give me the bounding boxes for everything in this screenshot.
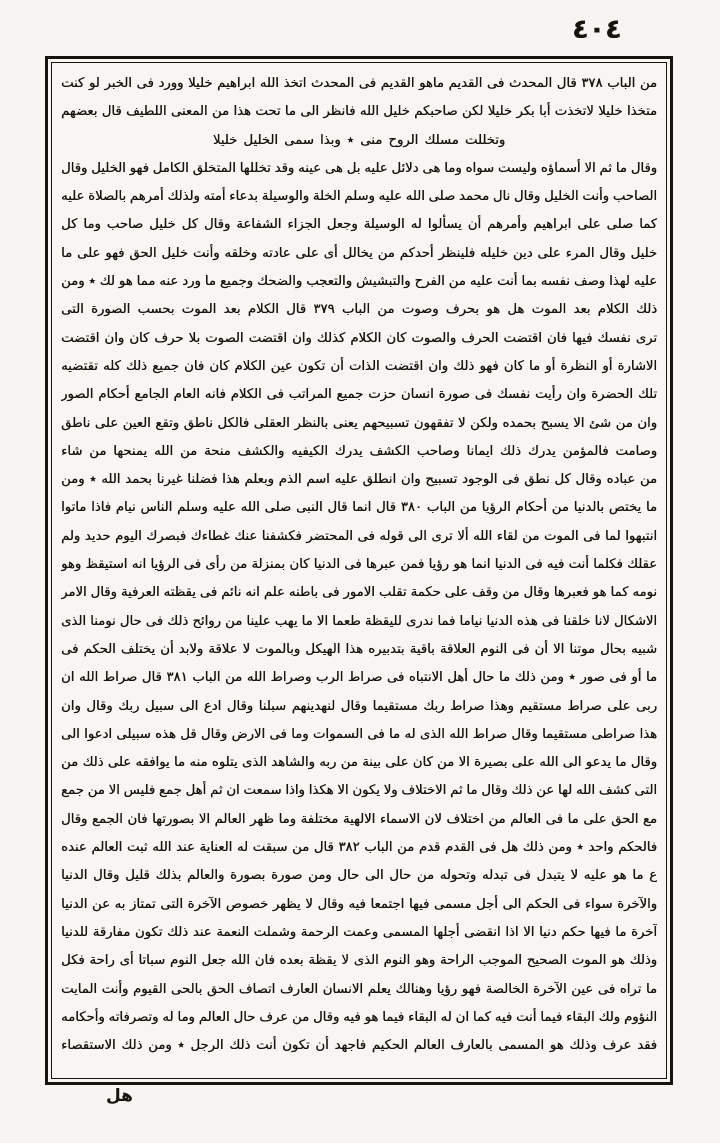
page-border-frame-inner [51, 62, 667, 1079]
main-text-block [61, 70, 657, 1060]
text-line: وصامت فالمؤمن يدرك ذلك ايمانا وصاحب الكشف يدرك الكيفيه والكشف منحة من الله يمنحها من شاء [61, 443, 657, 459]
text-line: فالحكم واحد ٭ ومن ذلك هل فى القدم قدم من الباب ٣٨٢ قال من سبقت له العناية عند الله ثبت العالم عنده [61, 840, 657, 856]
text-line: التى كشف الله لها عن ذلك وقال ما ثم الاختلاف ولا يكون الا هكذا واذا سمعت ان ثم أهل جمع فليس الا من جمع [61, 783, 657, 799]
text-line: من عباده وقال كل نطق فى الوجود تسبيح وان انطلق عليه اسم الذم وبعلم هذا فضلنا غيرنا بحمد الله ٭ ومن [61, 472, 657, 488]
text-line: فقد عرف وذلك هو المسمى بالعارف العالم الحكيم فاجهد أن تكون أنت ذلك الرجل ٭ ومن ذلك الاستقصاء [61, 1038, 657, 1054]
text-line: ترى نفسك فيها فان اقتضت الحرف والصوت كان الكلام كذلك وان اقتضت الصوت بلا حرف كان وان اقتضت [61, 330, 657, 346]
text-line: هذا صراطى مستقيما وقال صراط الله الذى له ما فى السموات وما فى الارض وقال قل هذه سبيلى ادعوا الى [61, 726, 657, 742]
text-line: شبيه بحال موتنا الا أن فى النوم العلاقة باقية بتدبيره هذا الهيكل وبالموت لا علاقة ولابد أن يختلف الحكم فى [61, 641, 657, 657]
text-line: متخذا خليلا لاتخذت أبا بكر خليلا لكن صاحبكم خليل الله فانظر الى ما تحت هذا من المعنى اللطيف قال بعضهم [61, 104, 657, 120]
text-line: وذلك هو الموت الصحيح الموجب الراحة وهو النوم الذى لا يقظة بعده فان الله جعل النوم سباتا أى راحة فكل [61, 953, 657, 969]
text-line: ذلك الكلام بعد الموت هل هو بحرف وصوت من الباب ٣٧٩ قال الكلام بعد الموت بحسب الصورة التى [61, 302, 657, 318]
text-line: وقال ما يدعو الى الله على بصيرة الا من كان على بينة من ربه والشاهد الذى يتلوه منه ما يوافقه على ذلك من [61, 755, 657, 771]
text-line: وان من شئ الا يسبح بحمده ولكن لا تفقهون تسبيحهم يعنى بالنظر العقلى فالكل ناطق وتقع العين على ناطق [61, 415, 657, 431]
text-line: آخرة ما فيها حكم دنيا الا اذا انقضى أجلها المسمى وعمت الرحمة وشملت النعمة عند ذلك تكون مفارقة للدنيا [61, 924, 657, 940]
text-line: الصاحب وأنت الخليل وقال نال محمد صلى الله عليه وسلم الخلة والوسيلة بدعاء أمته ولذلك أمرهم بالصلاة عليه [61, 189, 657, 205]
text-line: والآخرة سواء فى الحكم الى أجل مسمى فيها اجتمعا فيه وقال لا يظهر خصوص الآخرة التى تمتاز به عن الدنيا [61, 896, 657, 912]
text-line: ربى على صراط مستقيم وهذا صراط ربك مستقيما وقال لنهدينهم سبلنا وقال ادع الى سبيل ربك وقال وان [61, 698, 657, 714]
text-line: ما يختص بالدنيا من أحكام الرؤيا من الباب ٣٨٠ قال انما قال النبى صلى الله عليه وسلم الناس نيام فاذا ماتوا [61, 500, 657, 516]
text-line: مع الحق على ما فى العالم من اختلاف لان الاسماء الالهية مختلفة وما ظهر العالم الا بصورتها فان الجمع وقال [61, 811, 657, 827]
text-line: الاشكال لانا خلقنا فى هذه الدنيا نياما فما ندرى لليقظة طعما الا ما يهب علينا من روائح ذلك فى حال نومنا الذى [61, 613, 657, 629]
text-line: تلك الحضرة وان رأيت نفسك فى صورة انسان حزت جميع المراتب فى الكلام فانه العام الجامع أحكام الصور [61, 387, 657, 403]
text-line: ما أو فى صور ٭ ومن ذلك ما حال أهل الانتباه فى صراط الرب وصراط الله من الباب ٣٨١ قال صراط الله ان [61, 670, 657, 686]
page-border-frame [45, 56, 673, 1085]
text-line: وقال ما ثم الا أسماؤه وليست سواه وما هى دلائل عليه بل هى عينه وقد تخللها المتخلق الكامل فهو الخليل وقال [61, 160, 657, 176]
text-line: النؤوم ولك البقاء فيما أنت فيه كما ان له البقاء فيما هو فيه وقال من عرف حال العالم وما له وتصرفاته وأحكامه [61, 1009, 657, 1025]
text-line: انتبهوا لما فى الموت من لقاء الله ألا ترى الى قوله فى المحتضر فكشفنا عنك غطاءك فبصرك اليوم حديد ولم [61, 528, 657, 544]
catchword: هل [106, 1086, 133, 1106]
text-line: الاشارة أو النظرة أو ما كان فهو ذلك وان اقتضت الذات أن تكون عين الكلام كان فان جميع ذلك كله تقتضيه [61, 358, 657, 374]
text-line: كما صلى على ابراهيم وأمرهم أن يسألوا له الوسيلة وجعل الجزاء الشفاعة وقال كل خليل صاحب وما كل [61, 217, 657, 233]
verse-line: وتخللت مسلك الروح منى ٭ وبذا سمى الخليل خليلا [212, 132, 506, 148]
text-line: عليه لهذا وصف نفسه بما أنت عليه من الفرح والتبشيش والتعجب والضحك وجميع ما ورد عنه مما هو لك ٭ ومن [61, 274, 657, 290]
text-line: ما تراه فى عين الآخرة الخالصة فهو رؤيا وهنالك يعلم الانسان العارف اتصاف الحق بالحى القيوم وأنت المايت [61, 981, 657, 997]
page-number: ٤٠٤ [572, 14, 622, 45]
text-line: عقلك فكلما أنت فيه فى الدنيا انما هو رؤيا فمن عبرها فى الدنيا كان بمنزلة من رأى فى الرؤيا انه استيقظ وهو [61, 557, 657, 573]
text-line: نومه كما هو فعبرها وقال من وقف على حكمة تقلب الامور فى باطنه علم انه نائم فى يقظته العرفية وقال الامر [61, 585, 657, 601]
text-line: ع ما هو عليه لا يتبدل فى تبدله وتحوله من حال الى حال ومن صورة بصورة والعالم بذلك قليل وقال الدنيا [61, 868, 657, 884]
text-line: خليل وقال المرء على دين خليله فلينظر أحدكم من يخالل أى على عادته وخلقه وأنت خليل الحق فهو على ما [61, 245, 657, 261]
text-line: من الباب ٣٧٨ قال المحدث فى القديم ماهو القديم فى المحدث اتخذ الله ابراهيم خليلا وورد فى الخبر لو كنت [61, 76, 657, 91]
